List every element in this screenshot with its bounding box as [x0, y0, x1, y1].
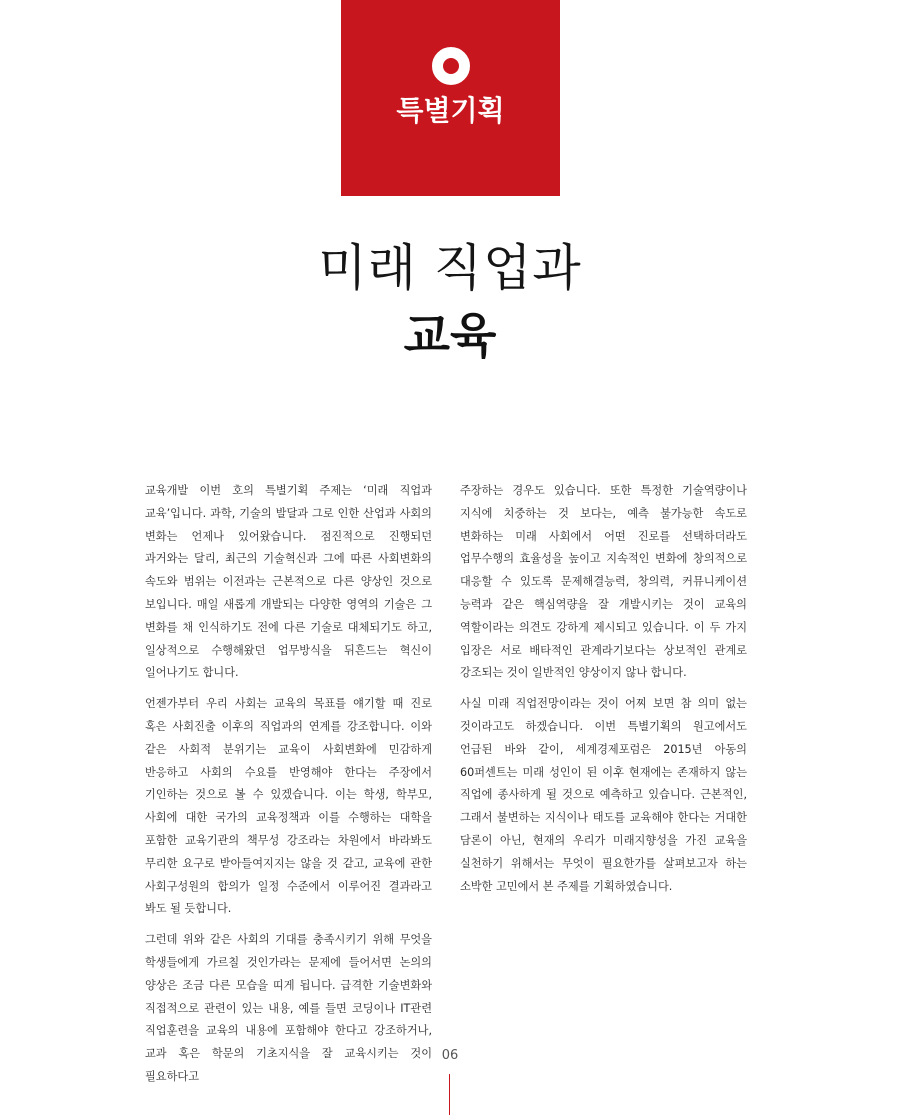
paragraph: 사실 미래 직업전망이라는 것이 어찌 보면 참 의미 없는 것이라고도 하겠습니다. 이번 특별기획의 원고에서도 언급된 바와 같이, 세계경제포럼은 2015년 아동의 60퍼센트는 미래 성인이 된 이후 현재에는 존재하지 않는 직업에 종사하게 될 것으로 예측하고 있습니다. 근본적인, 그래서 불변하는 지식이나 태도를 교육해야 한다는 거대한 담론이 아닌, 현재의 우리가 미래지향성을 가진 교육을 실천하기 위해서는 무엇이 필요한가를 살펴보고자 하는 소박한 고민에서 본 주제를 기획하였습니다. [460, 697, 747, 893]
page-divider [449, 1074, 450, 1115]
ring-icon [432, 47, 470, 85]
paragraph: 주장하는 경우도 있습니다. 또한 특정한 기술역량이나 지식에 치중하는 것 보다는, 예측 불가능한 속도로 변화하는 미래 사회에서 어떤 진로를 선택하더라도 업무수행의 효율성을 높이고 지속적인 변화에 창의적으로 대응할 수 있도록 문제해결능력, 창의력, 커뮤니케이션 능력과 같은 핵심역량을 잘 개발시키는 것이 교육의 역할이라는 의견도 강하게 제시되고 있습니다. 이 두 가지 입장은 서로 배타적인 관계라기보다는 상보적인 관계로 강조되는 것이 일반적인 양상이지 않나 합니다. [460, 484, 747, 680]
body-column-left [145, 480, 432, 1097]
section-label: 특별기획 [396, 94, 505, 127]
paragraph: 교육개발 이번 호의 특별기획 주제는 ‘미래 직업과 교육’입니다. 과학, 기술의 발달과 그로 인한 산업과 사회의 변화는 언제나 있어왔습니다. 점진적으로 진행되던 과거와는 달리, 최근의 기술혁신과 그에 따른 사회변화의 속도와 범위는 이전과는 근본적으로 다른 양상인 것으로 보입니다. 매일 새롭게 개발되는 다양한 영역의 기술은 그 변화를 채 인식하기도 전에 다른 기술로 대체되기도 하고, 일상적으로 수행해왔던 업무방식을 뒤흔드는 혁신이 일어나기도 합니다. [145, 484, 432, 680]
page-number: 06 [441, 1048, 459, 1063]
article-title-line2: 교육 [403, 308, 497, 364]
body-column-right [460, 480, 747, 906]
paragraph: 언젠가부터 우리 사회는 교육의 목표를 얘기할 때 진로 혹은 사회진출 이후의 직업과의 연계를 강조합니다. 이와 같은 사회적 분위기는 교육이 사회변화에 민감하게 반응하고 사회의 수요를 반영해야 한다는 주장에서 기인하는 것으로 볼 수 있겠습니다. 이는 학생, 학부모, 사회에 대한 국가의 교육정책과 이를 수행하는 대학을 포함한 교육기관의 책무성 강조라는 차원에서 바라봐도 무리한 요구로 받아들여지지는 않을 것 같고, 교육에 관한 사회구성원의 합의가 일정 수준에서 이루어진 결과라고 봐도 될 듯합니다. [145, 697, 432, 916]
section-header-block [341, 0, 560, 196]
paragraph: 그런데 위와 같은 사회의 기대를 충족시키기 위해 무엇을 학생들에게 가르칠 것인가라는 문제에 들어서면 논의의 양상은 조금 다른 모습을 띠게 됩니다. 급격한 기술변화와 직접적으로 관련이 있는 내용, 예를 들면 코딩이나 IT관련 직업훈련을 교육의 내용에 포함해야 한다고 강조하거나, 교과 혹은 학문의 기초지식을 잘 교육시키는 것이 필요하다고 [145, 933, 432, 1083]
article-title-line1: 미래 직업과 [318, 239, 582, 297]
